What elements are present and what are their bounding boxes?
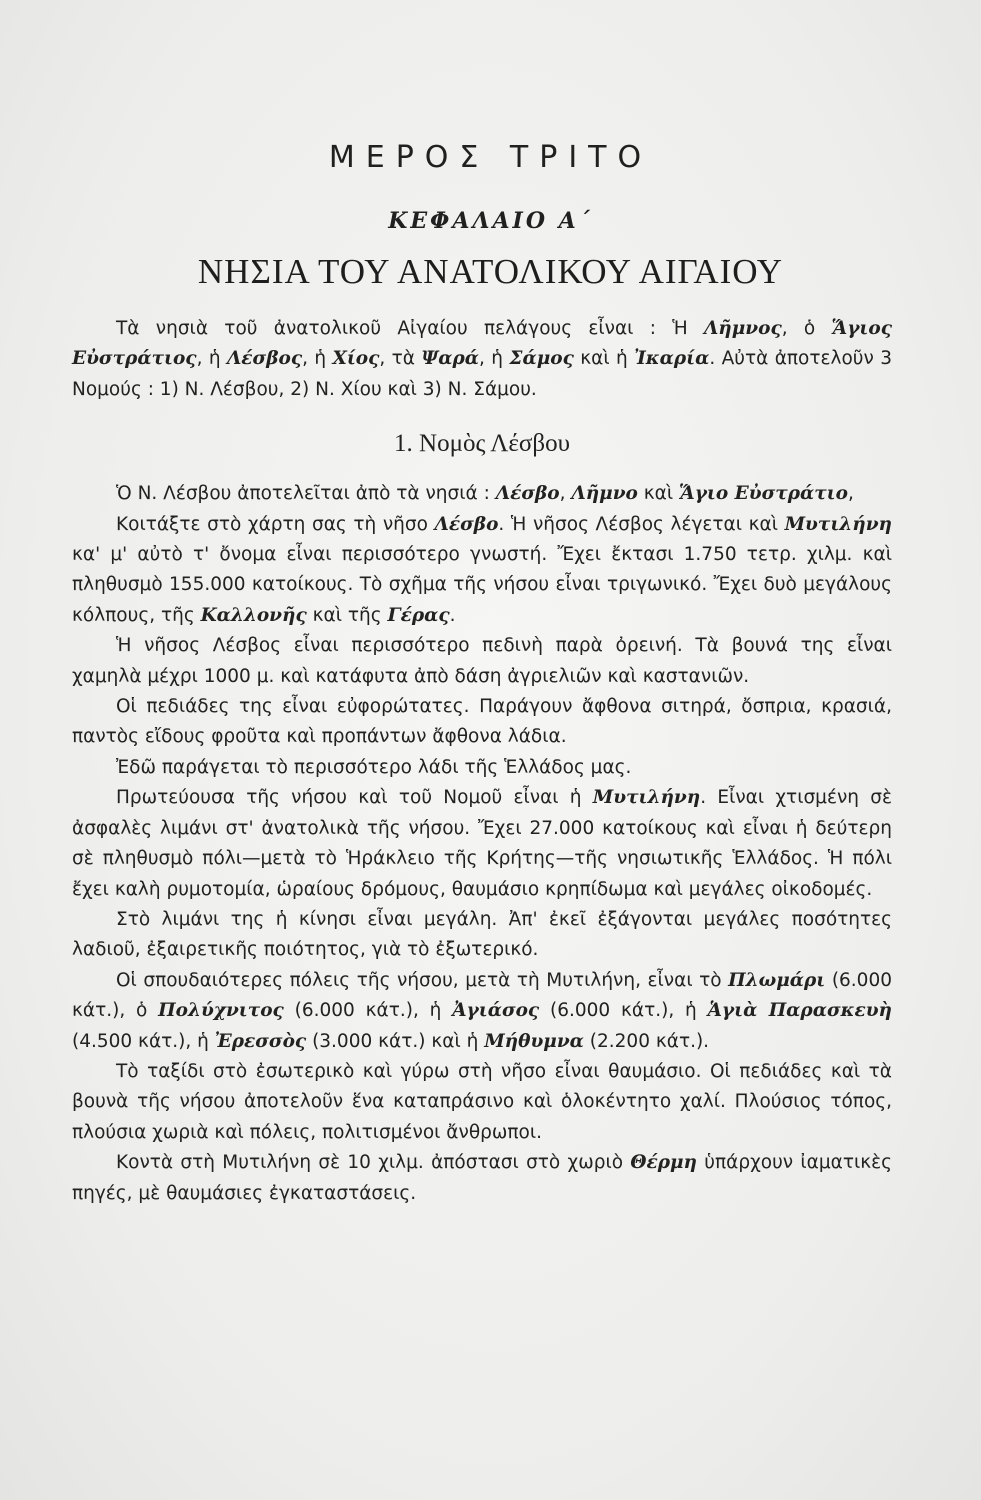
body-text	[72, 314, 892, 1209]
paragraph: Τὸ ταξίδι στὸ ἐσωτερικὸ καὶ γύρω στὴ νῆσο εἶναι θαυμάσιο. Οἱ πεδιάδες καὶ τὰ βουνὰ τῆς νήσου ἀποτελοῦν ἕνα καταπράσινο καὶ ὁλοκέντητο χαλί. Πλούσιος τόπος, πλούσια χωριὰ καὶ πόλεις, πολιτισμένοι ἄνθρωποι.	[72, 1060, 892, 1143]
subsection-heading: 1. Νομὸς Λέσβου	[394, 430, 570, 458]
intro-paragraph: Τὰ νησιὰ τοῦ ἀνατολικοῦ Αἰγαίου πελάγους εἶναι : Ἡ Λῆμνος, ὁ Ἅγιος Εὐστράτιος, ἡ Λέσβος, ἡ Χίος, τὰ Ψαρά, ἡ Σάμος καὶ ἡ Ἰκαρία. Αὐτὰ ἀποτελοῦν 3 Νομούς : 1) Ν. Λέσβου, 2) Ν. Χίου καὶ 3) Ν. Σάμου.	[72, 318, 892, 400]
paragraph: Στὸ λιμάνι της ἡ κίνησι εἶναι μεγάλη. Ἀπ' ἐκεῖ ἐξάγονται μεγάλες ποσότητες λαδιοῦ, ἐξαιρετικῆς ποιότητος, γιὰ τὸ ἐξωτερικό.	[72, 908, 892, 961]
paragraph: Πρωτεύουσα τῆς νήσου καὶ τοῦ Νομοῦ εἶναι ἡ Μυτιλήνη. Εἶναι χτισμένη σὲ ἀσφαλὲς λιμάνι στ' ἀνατολικὰ τῆς νήσου. Ἔχει 27.000 κατοίκους καὶ εἶναι ἡ δεύτερη σὲ πληθυσμὸ πόλι—μετὰ τὸ Ἡράκλειο τῆς Κρήτης—τῆς νησιωτικῆς Ἑλλάδος. Ἡ πόλι ἔχει καλὴ ρυμοτομία, ὡραίους δρόμους, θαυμάσιο κρηπίδωμα καὶ μεγάλες οἰκοδομές.	[72, 787, 892, 900]
paragraph: Οἱ πεδιάδες της εἶναι εὐφορώτατες. Παράγουν ἄφθονα σιτηρά, ὄσπρια, κρασιά, παντὸς εἴδους φροῦτα καὶ προπάντων ἄφθονα λάδια.	[72, 696, 892, 748]
part-title: ΜΕΡΟΣ ΤΡΙΤΟ	[328, 140, 653, 175]
paragraph: Κοντὰ στὴ Μυτιλήνη σὲ 10 χιλμ. ἀπόστασι στὸ χωριὸ Θέρμη ὑπάρχουν ἰαματικὲς πηγές, μὲ θαυμάσιες ἐγκαταστάσεις.	[72, 1152, 892, 1204]
paragraph: Ὁ Ν. Λέσβου ἀποτελεῖται ἀπὸ τὰ νησιά : Λέσβο, Λῆμνο καὶ Ἅγιο Εὐστράτιο,	[116, 483, 854, 505]
chapter-title: ΚΕΦΑΛΑΙΟ Α΄	[388, 208, 593, 234]
paragraph: Ἡ νῆσος Λέσβος εἶναι περισσότερο πεδινὴ παρὰ ὀρεινή. Τὰ βουνά της εἶναι χαμηλὰ μέχρι 1000 μ. καὶ κατάφυτα ἀπὸ δάση ἀγριελιῶν καὶ καστανιῶν.	[72, 635, 892, 687]
section-title: ΝΗΣΙΑ ΤΟΥ ΑΝΑΤΟΛΙΚΟΥ ΑΙΓΑΙΟΥ	[197, 252, 784, 291]
paragraph: Ἐδῶ παράγεται τὸ περισσότερο λάδι τῆς Ἑλλάδος μας.	[116, 756, 632, 778]
paragraph: Κοιτάξτε στὸ χάρτη σας τὴ νῆσο Λέσβο. Ἡ νῆσος Λέσβος λέγεται καὶ Μυτιλήνη κα' μ' αὐτὸ τ' ὄνομα εἶναι περισσότερο γνωστή. Ἔχει ἔκτασι 1.750 τετρ. χιλμ. καὶ πληθυσμὸ 155.000 κατοίκους. Τὸ σχῆμα τῆς νήσου εἶναι τριγωνικό. Ἔχει δυὸ μεγάλους κόλπους, τῆς Καλλονῆς καὶ τῆς Γέρας.	[72, 513, 892, 626]
paragraph: Οἱ σπουδαιότερες πόλεις τῆς νήσου, μετὰ τὴ Μυτιλήνη, εἶναι τὸ Πλωμάρι (6.000 κάτ.), ὁ Πολύχνιτος (6.000 κάτ.), ἡ Ἀγιάσος (6.000 κάτ.), ἡ Ἁγιὰ Παρασκευὴ (4.500 κάτ.), ἡ Ἐρεσσὸς (3.000 κάτ.) καὶ ἡ Μήθυμνα (2.200 κάτ.).	[72, 969, 892, 1052]
